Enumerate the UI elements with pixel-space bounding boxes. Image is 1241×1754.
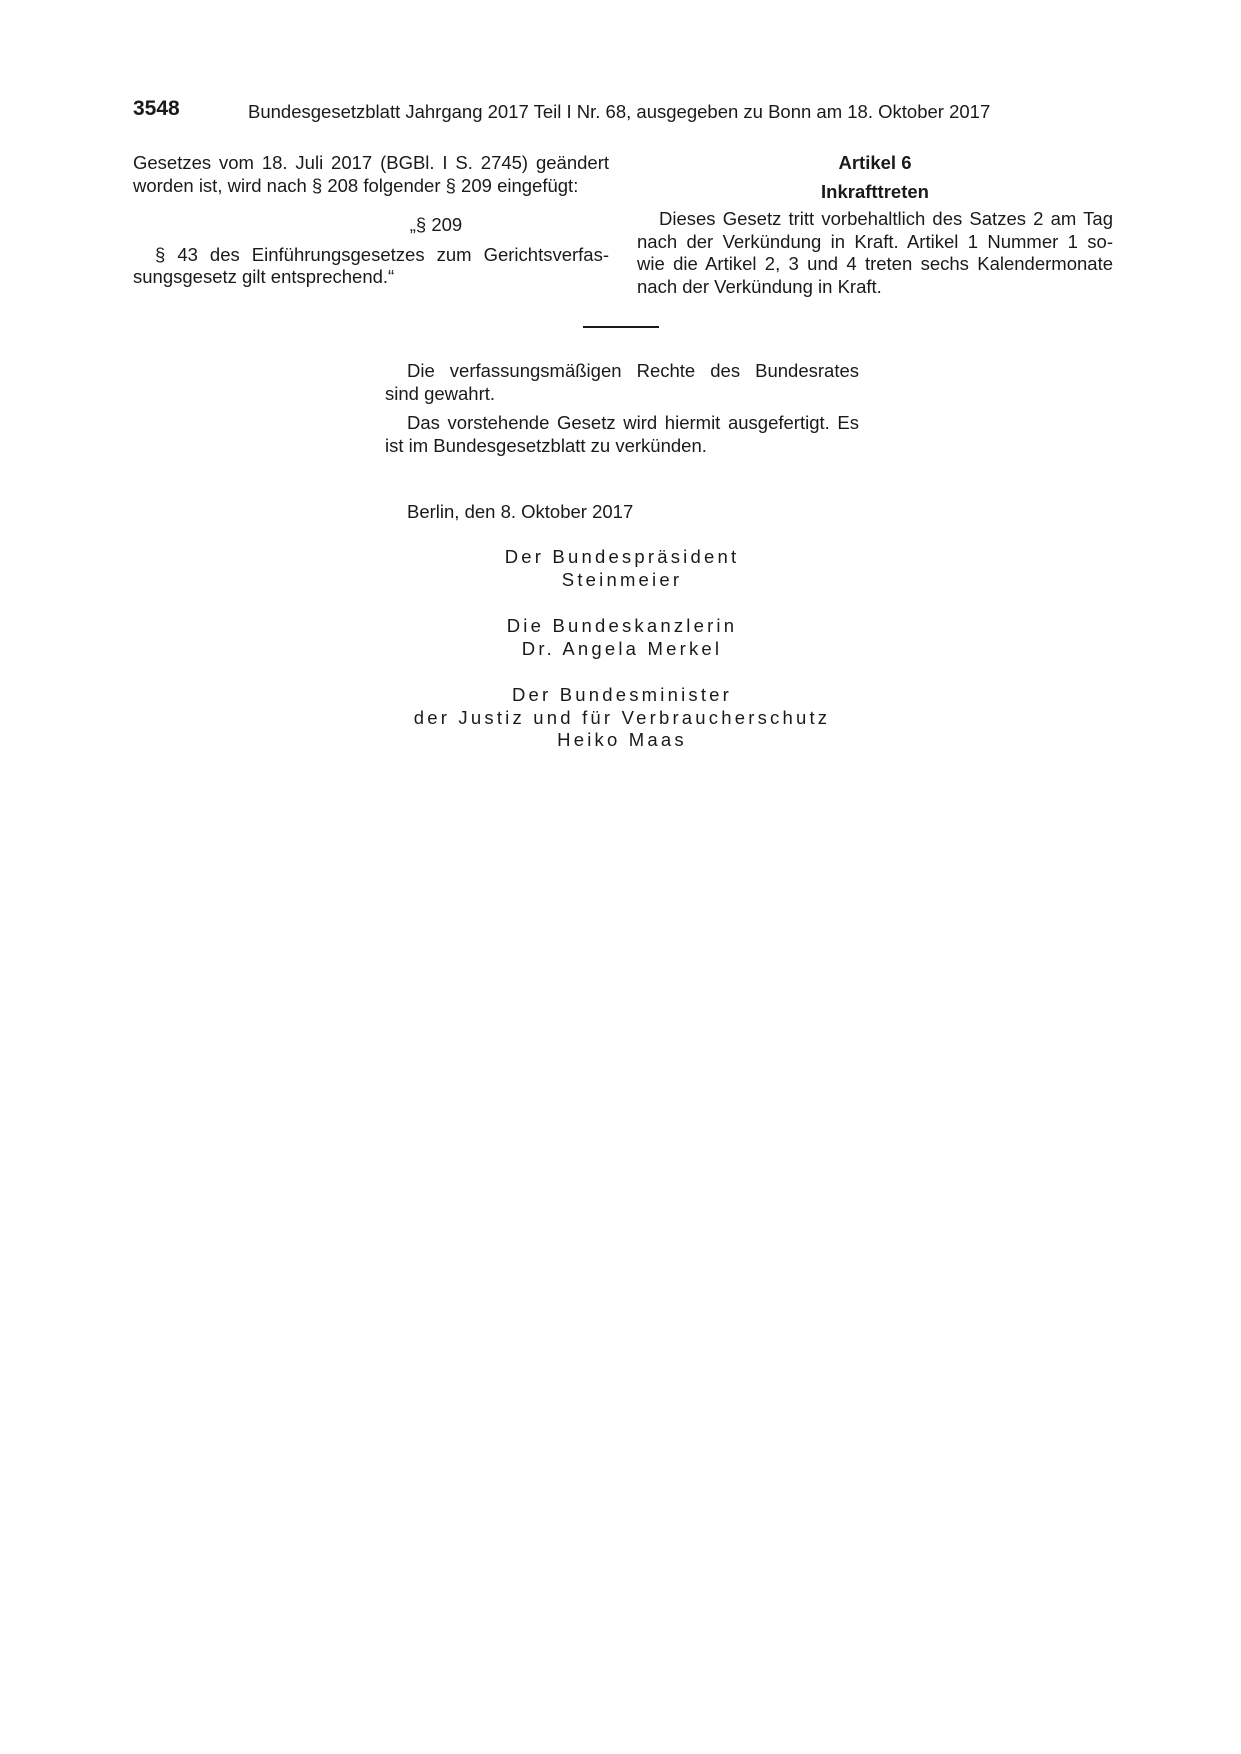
right-column: [637, 152, 1113, 298]
separator-rule: [583, 326, 659, 328]
intro-line: Gesetzes vom 18. Juli 2017 (BGBl. I S. 2745) geändert: [133, 152, 609, 173]
rights-line: Die verfassungsmäßigen Rechte des Bundesrates: [407, 360, 859, 381]
intro-line: worden ist, wird nach § 208 folgender § 209 eingefügt:: [133, 174, 579, 196]
signature-office: Die Bundeskanzlerin: [506, 615, 738, 636]
signature-president: [385, 546, 859, 591]
signature-office: Der Bundespräsident: [504, 546, 740, 567]
section-text-line: sungsgesetz gilt entsprechend.“: [133, 266, 395, 287]
signature-name: Dr. Angela Merkel: [521, 637, 723, 659]
article-title: Inkrafttreten: [821, 180, 929, 202]
signature-office-line2: der Justiz und für Verbraucherschutz: [413, 706, 831, 728]
article-text-line: nach der Verkündung in Kraft.: [637, 275, 882, 297]
page-number: 3548: [133, 97, 180, 120]
article-text-line: wie die Artikel 2, 3 und 4 treten sechs Kalendermonate: [637, 253, 1113, 274]
section-heading: „§ 209: [409, 214, 463, 235]
running-title: Bundesgesetzblatt Jahrgang 2017 Teil I Nr. 68, ausgegeben zu Bonn am 18. Oktober 2017: [248, 101, 991, 122]
section-text-line: § 43 des Einführungsgesetzes zum Gerichtsverfas-: [155, 243, 609, 265]
article-text-line: nach der Verkündung in Kraft. Artikel 1 Nummer 1 so-: [637, 230, 1113, 252]
promulgation-line: Das vorstehende Gesetz wird hiermit ausgefertigt. Es: [407, 412, 859, 433]
place-date: Berlin, den 8. Oktober 2017: [407, 501, 634, 522]
closing-formula: [385, 360, 859, 524]
signature-chancellor: [385, 615, 859, 660]
article-text-line: Dieses Gesetz tritt vorbehaltlich des Satzes 2 am Tag: [659, 208, 1113, 229]
signature-office: Der Bundesminister: [511, 684, 733, 705]
left-column: [133, 152, 609, 289]
signature-name: Steinmeier: [561, 568, 683, 590]
article-number: Artikel 6: [838, 152, 912, 173]
rights-line: sind gewahrt.: [385, 382, 496, 404]
promulgation-line: ist im Bundesgesetzblatt zu verkünden.: [385, 434, 707, 456]
signature-minister: [385, 684, 859, 752]
signature-name: Heiko Maas: [557, 729, 687, 750]
